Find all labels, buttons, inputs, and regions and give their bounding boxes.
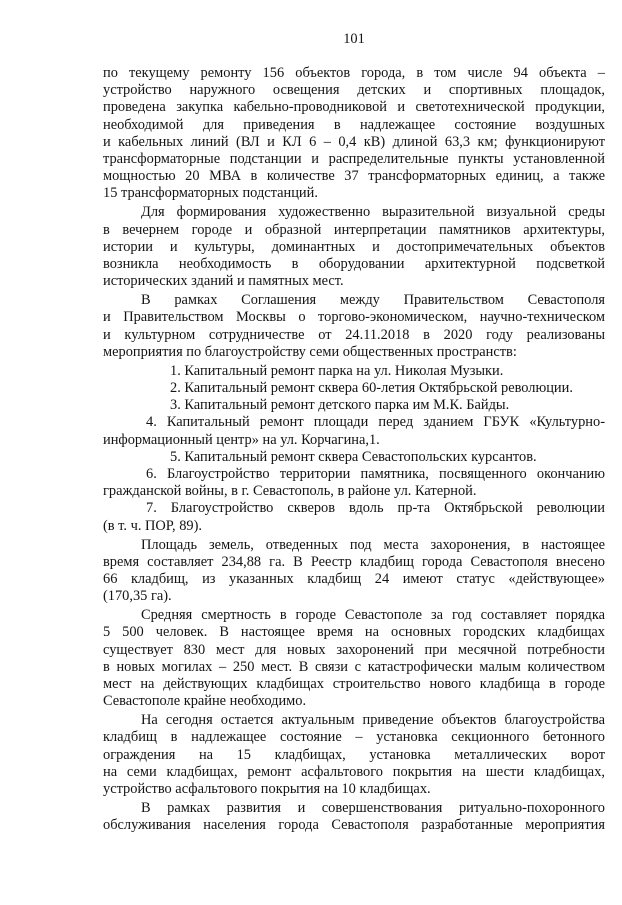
text-line: 2. Капитальный ремонт сквера 60-летия Октябрьской революции.: [170, 380, 573, 397]
text-line: 15 трансформаторных подстанций.: [103, 185, 318, 202]
list-item: [103, 414, 605, 448]
text-line: ограждения на 15 кладбищах, установка металлических ворот: [103, 746, 605, 763]
text-line: существует 830 мест для новых захоронений при месячной потребности: [103, 641, 605, 658]
text-line: проведена закупка кабельно-проводниковой и светотехнической продукции,: [103, 99, 605, 116]
list-item: [103, 380, 605, 397]
text-line: 5. Капитальный ремонт сквера Севастопольских курсантов.: [170, 448, 537, 465]
paragraph: [103, 712, 605, 798]
text-line: и Правительством Москвы о торгово-экономическом, научно-техническом: [103, 309, 605, 326]
document-body: [103, 65, 605, 834]
text-line: устройство асфальтового покрытия на 10 кладбищах.: [103, 781, 431, 798]
paragraph: [103, 204, 605, 290]
text-line: необходимой для приведения в надлежащее состояние воздушных: [103, 116, 605, 133]
text-line: в новых могилах – 250 мест. В связи с катастрофически малым количеством: [103, 658, 605, 675]
list-item: [103, 449, 605, 466]
text-line: время составляет 234,88 га. В Реестр кладбищ города Севастополя внесено: [103, 553, 605, 570]
text-line: 3. Капитальный ремонт детского парка им М.К. Байды.: [170, 397, 510, 414]
text-line: и кабельных линий (ВЛ и КЛ 6 – 0,4 кВ) длиной 63,3 км; функционируют: [103, 133, 605, 150]
text-line: (170,35 га).: [103, 588, 172, 605]
paragraph: [103, 537, 605, 606]
text-line: и культурном сотрудничестве от 24.11.2018 в 2020 году реализованы: [103, 326, 605, 343]
list-item: [103, 466, 605, 500]
text-line: В рамках Соглашения между Правительством Севастополя: [141, 292, 605, 309]
text-line: по текущему ремонту 156 объектов города, в том числе 94 объекта –: [103, 65, 605, 81]
public-spaces-list: [103, 363, 605, 535]
text-line: 6. Благоустройство территории памятника, посвященного окончанию: [146, 465, 605, 482]
text-line: 1. Капитальный ремонт парка на ул. Николая Музыки.: [170, 362, 504, 379]
text-line: Средняя смертность в городе Севастополе за год составляет порядка: [141, 607, 605, 624]
text-line: кладбищ в надлежащее состояние – установка секционного бетонного: [103, 729, 605, 746]
text-line: Площадь земель, отведенных под места захоронения, в настоящее: [141, 536, 605, 553]
text-line: в вечернем городе и образной интерпретации памятников архитектуры,: [103, 221, 605, 238]
text-line: В рамках развития и совершенствования ритуально-похоронного: [141, 800, 605, 817]
list-item: [103, 397, 605, 414]
text-line: 7. Благоустройство скверов вдоль пр-та Октябрьской революции: [146, 500, 605, 517]
list-item: [103, 363, 605, 380]
text-line: 5 500 человек. В настоящее время на основных городских кладбищах: [103, 624, 605, 641]
text-line: мероприятия по благоустройству семи общественных пространств:: [103, 343, 517, 360]
text-line: истории и культуры, доминантных и достопримечательных объектов: [103, 238, 605, 255]
text-line: исторических зданий и памятных мест.: [103, 273, 344, 290]
text-line: информационный центр» на ул. Корчагина,1.: [103, 431, 380, 448]
paragraph: [103, 800, 605, 834]
text-line: 66 кладбищ, из указанных кладбищ 24 имеют статус «действующее»: [103, 571, 605, 587]
list-item: [103, 500, 605, 534]
text-line: возникла необходимость в оборудовании архитектурной подсветкой: [103, 255, 605, 272]
text-line: устройство наружного освещения детских и спортивных площадок,: [103, 82, 605, 99]
text-line: трансформаторные подстанции и распределительные пункты установленной: [103, 150, 605, 167]
text-line: мест на действующих кладбищах строительство нового кладбища в городе: [103, 676, 605, 693]
text-line: 4. Капитальный ремонт площади перед зданием ГБУК «Культурно-: [146, 414, 605, 431]
paragraph: [103, 65, 605, 203]
text-line: мощностью 20 МВА в количестве 37 трансформаторных единиц, а также: [103, 168, 605, 185]
text-line: (в т. ч. ПОР, 89).: [103, 517, 202, 534]
text-line: Для формирования художественно выразительной визуальной среды: [141, 204, 605, 221]
paragraph: [103, 607, 605, 710]
text-line: гражданской войны, в г. Севастополь, в районе ул. Катерной.: [103, 483, 477, 500]
paragraph: [103, 292, 605, 361]
text-line: обслуживания населения города Севастополя разработанные мероприятия: [103, 817, 605, 834]
text-line: на семи кладбищах, ремонт асфальтового покрытия на шести кладбищах,: [103, 763, 605, 780]
text-line: Севастополе крайне необходимо.: [103, 693, 307, 710]
page-number: 101: [343, 31, 365, 47]
text-line: На сегодня остается актуальным приведение объектов благоустройства: [141, 712, 605, 729]
